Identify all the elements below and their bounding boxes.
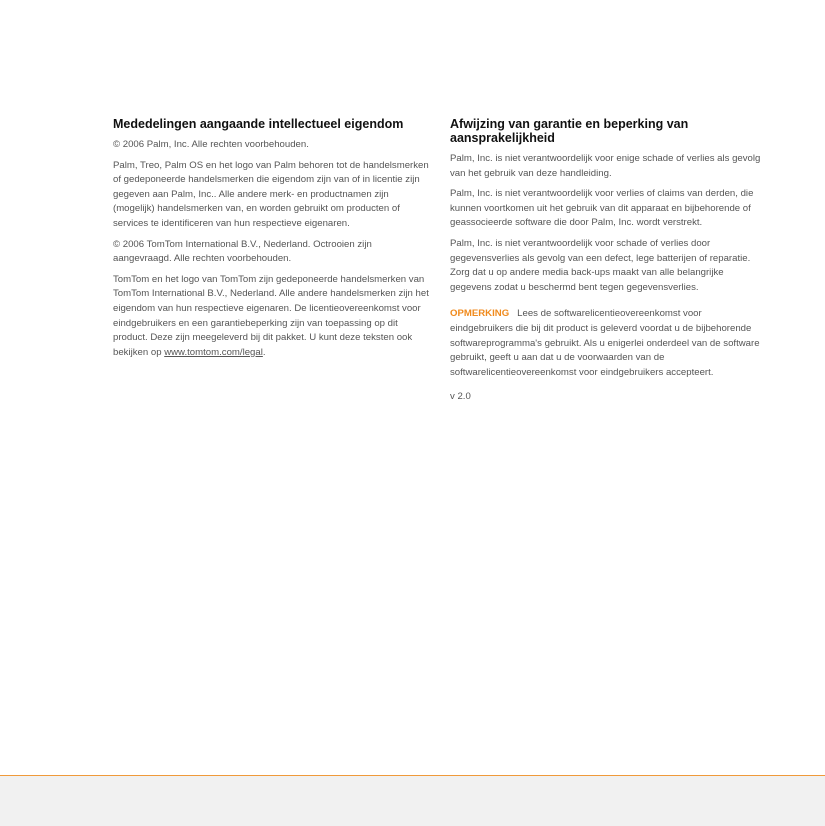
tomtom-trademarks-end: . [262,346,266,358]
tomtom-trademarks-paragraph [113,273,431,361]
note-label: OPMERKING [450,308,510,320]
left-column [113,117,431,366]
tomtom-trademarks-text: TomTom en het logo van TomTom zijn gedeponeerde handelsmerken van TomTom International B.V., Nederland. Alle andere handelsmerken zijn het eigendom van hun respectieve eigenaren. De licentieovereenkomst voor eindgebruikers en een garantiebeperking zijn van toepassing op dit product. Deze zijn meegeleverd bij dit pakket. U kunt deze teksten ook bekijken op [113,273,429,358]
ip-notice-heading: Mededelingen aangaande intellectueel eigendom [113,117,404,131]
palm-copyright: © 2006 Palm, Inc. Alle rechten voorbehouden. [113,139,309,150]
disclaimer-paragraph-2: Palm, Inc. is niet verantwoordelijk voor verlies of claims van derden, die kunnen voortkomen uit het gebruik van dit apparaat en bijbehorende of geassocieerde software die door Palm, Inc. wordt verstrekt. [450,188,754,229]
right-column [450,117,765,411]
page-footer-band [0,775,825,826]
note-text: Lees de softwarelicentieovereenkomst voor eindgebruikers die bij dit product is geleverd voordat u de bijbehorende softwareprogramma's gebruikt. Als u enigerlei onderdeel van de software gebruikt, geeft u aan dat u de voorwaarden van de softwarelicentieovereenkomst voor eindgebruikers accepteert. [450,308,760,378]
version-label: v 2.0 [450,391,471,403]
note-paragraph [450,307,765,380]
tomtom-copyright: © 2006 TomTom International B.V., Nederland. Octrooien zijn aangevraagd. Alle rechten voorbehouden. [113,238,372,265]
disclaimer-paragraph-1: Palm, Inc. is niet verantwoordelijk voor enige schade of verlies als gevolg van het gebruik van deze handleiding. [450,153,761,179]
tomtom-legal-link[interactable]: www.tomtom.com/legal [164,346,263,358]
disclaimer-paragraph-3: Palm, Inc. is niet verantwoordelijk voor schade of verlies door gegevensverlies als gevolg van een defect, lege batterijen of reparatie. Zorg dat u op andere media back-ups maakt van alle belangrijke gegevens zodat u beschermd bent tegen gegevensverlies. [450,237,751,293]
disclaimer-heading: Afwijzing van garantie en beperking van aansprakelijkheid [450,117,689,145]
palm-trademarks-paragraph: Palm, Treo, Palm OS en het logo van Palm behoren tot de handelsmerken of gedeponeerde handelsmerken die eigendom zijn van of in licentie zijn gegeven aan Palm, Inc.. Alle andere merk- en productnamen zijn (mogelijk) handelsmerken van, en worden gebruikt om producten of services te identificeren van hun respectieve eigenaren. [113,159,429,229]
